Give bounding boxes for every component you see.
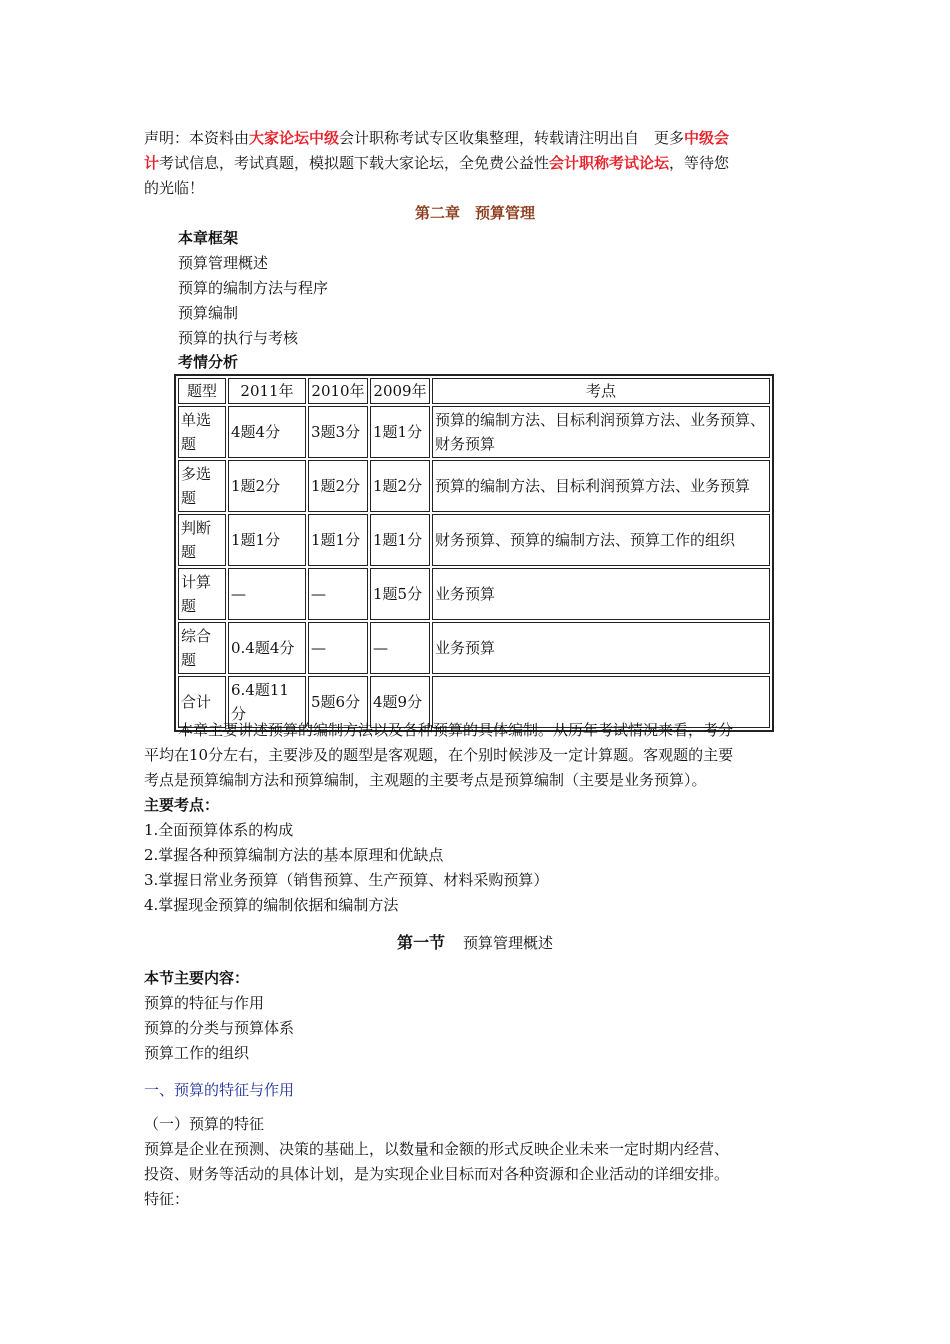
table-cell: 1题2分 <box>370 460 430 512</box>
table-row <box>178 406 770 458</box>
framework-item: 预算的执行与考核 <box>178 329 299 347</box>
table-cell: 6.4题11分 <box>228 676 306 728</box>
exam-link[interactable]: 中级会 <box>684 129 730 147</box>
table-cell: 判断题 <box>178 514 226 566</box>
table-row <box>178 514 770 566</box>
table-cell: 3题3分 <box>308 406 368 458</box>
notice-text: ，等待您 <box>669 154 730 172</box>
table-cell: 1题1分 <box>308 514 368 566</box>
table-cell: — <box>308 568 368 620</box>
notice-line-2 <box>144 153 729 173</box>
framework-heading: 本章框架 <box>178 229 239 247</box>
table-cell: 预算的编制方法、目标利润预算方法、业务预算、财务预算 <box>432 406 770 458</box>
section-content-heading: 本节主要内容： <box>144 969 250 987</box>
exam-link-cont[interactable]: 计 <box>144 154 160 172</box>
table-row <box>178 622 770 674</box>
table-cell: 合计 <box>178 676 226 728</box>
section-title <box>0 933 950 953</box>
section-content-item: 预算的特征与作用 <box>144 994 265 1012</box>
section-label: 第一节 <box>396 933 445 952</box>
notice-line-1 <box>144 128 729 148</box>
framework-item: 预算管理概述 <box>178 254 269 272</box>
table-cell: 1题1分 <box>370 514 430 566</box>
table-header-row <box>178 378 770 404</box>
table-cell: 5题6分 <box>308 676 368 728</box>
table-cell: 多选题 <box>178 460 226 512</box>
table-cell: — <box>308 622 368 674</box>
key-points-heading: 主要考点： <box>144 796 220 814</box>
notice-text: 考试信息，考试真题，模拟题下载大家论坛，全免费公益性 <box>159 154 550 172</box>
framework-item: 预算的编制方法与程序 <box>178 279 329 297</box>
table-cell: 预算的编制方法、目标利润预算方法、业务预算 <box>432 460 770 512</box>
definition-line: 预算是企业在预测、决策的基础上，以数量和金额的形式反映企业未来一定时期内经营、 <box>144 1140 730 1158</box>
exam-analysis-table <box>174 374 774 732</box>
table-row <box>178 568 770 620</box>
analysis-heading: 考情分析 <box>178 353 239 371</box>
table-cell: — <box>370 622 430 674</box>
section-content-item: 预算的分类与预算体系 <box>144 1019 295 1037</box>
table-cell: 综合题 <box>178 622 226 674</box>
header-cell: 2009年 <box>370 378 430 404</box>
notice-text: 声明：本资料由 <box>144 129 250 147</box>
summary-line: 平均在10分左右，主要涉及的题型是客观题，在个别时候涉及一定计算题。客观题的主要 <box>144 746 734 764</box>
table-cell: 业务预算 <box>432 568 770 620</box>
subsection-title: 一、预算的特征与作用 <box>144 1081 295 1099</box>
notice-line-3: 的光临！ <box>144 179 205 197</box>
table-row <box>178 460 770 512</box>
features-label: 特征： <box>144 1190 190 1208</box>
table-cell: 1题2分 <box>308 460 368 512</box>
key-point-item: 1.全面预算体系的构成 <box>144 821 294 839</box>
table-cell: 计算题 <box>178 568 226 620</box>
summary-line: 考点是预算编制方法和预算编制，主观题的主要考点是预算编制（主要是业务预算）。 <box>144 771 707 789</box>
header-cell: 考点 <box>432 378 770 404</box>
key-point-item: 3.掌握日常业务预算（销售预算、生产预算、材料采购预算） <box>144 871 549 889</box>
table-cell: 1题5分 <box>370 568 430 620</box>
definition-line: 投资、财务等活动的具体计划，是为实现企业目标而对各种资源和企业活动的详细安排。 <box>144 1165 730 1183</box>
table-cell: 1题1分 <box>228 514 306 566</box>
header-cell: 2010年 <box>308 378 368 404</box>
forum-link[interactable]: 大家论坛中级 <box>249 129 340 147</box>
chapter-title: 第二章 预算管理 <box>414 204 535 222</box>
table-cell: 1题1分 <box>370 406 430 458</box>
framework-item: 预算编制 <box>178 304 239 322</box>
summary-line: 本章主要讲述预算的编制方法以及各种预算的具体编制。从历年考试情况来看，考分 <box>178 721 734 739</box>
section-content-item: 预算工作的组织 <box>144 1044 250 1062</box>
table-cell: 业务预算 <box>432 622 770 674</box>
sub1-title: （一）预算的特征 <box>144 1115 265 1133</box>
exam-forum-link[interactable]: 会计职称考试论坛 <box>549 154 670 172</box>
section-name: 预算管理概述 <box>463 934 554 952</box>
notice-text: 会计职称考试专区收集整理，转载请注明出自 更多 <box>339 129 685 147</box>
header-cell: 题型 <box>178 378 226 404</box>
table-cell: 1题2分 <box>228 460 306 512</box>
table-cell: 财务预算、预算的编制方法、预算工作的组织 <box>432 514 770 566</box>
table-cell: — <box>228 568 306 620</box>
table-cell: 单选题 <box>178 406 226 458</box>
table-cell: 0.4题4分 <box>228 622 306 674</box>
key-point-item: 4.掌握现金预算的编制依据和编制方法 <box>144 896 399 914</box>
header-cell: 2011年 <box>228 378 306 404</box>
table-cell: 4题9分 <box>370 676 430 728</box>
table-cell: 4题4分 <box>228 406 306 458</box>
key-point-item: 2.掌握各种预算编制方法的基本原理和优缺点 <box>144 846 444 864</box>
